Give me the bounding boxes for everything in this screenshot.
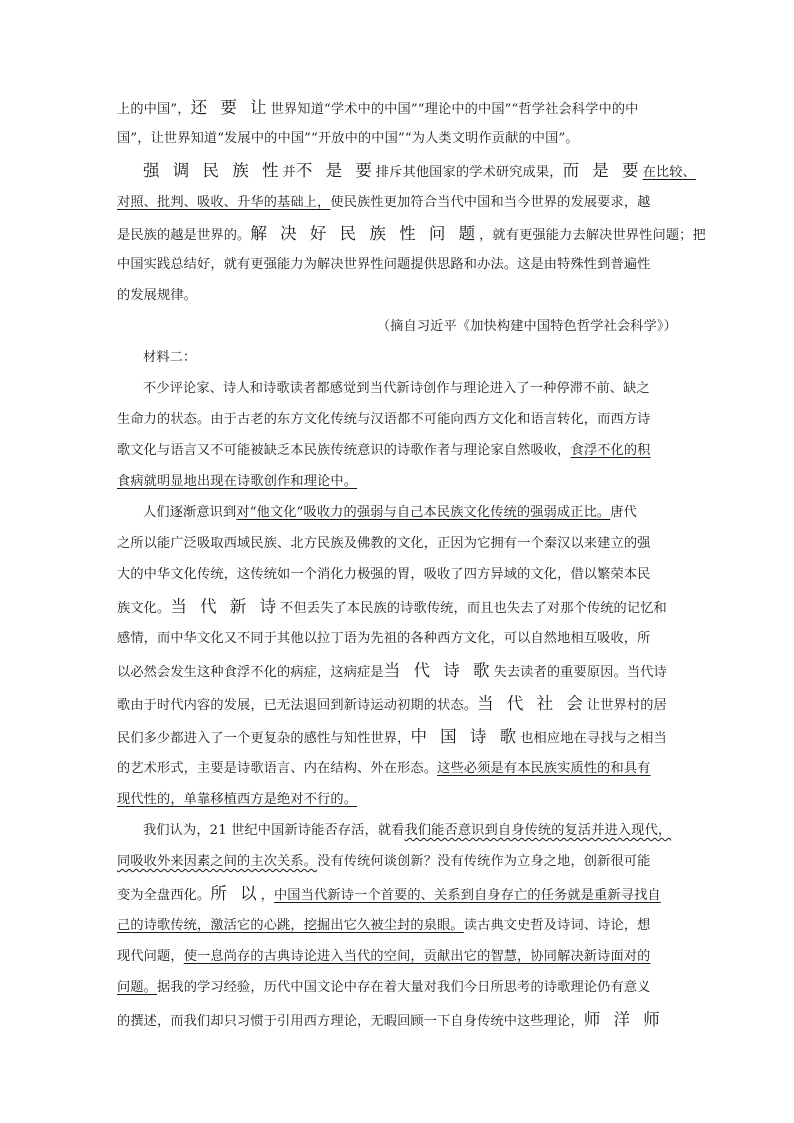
text-line (117, 846, 677, 877)
text-line (117, 404, 677, 435)
emphasis-text: 当 代 社 会 (477, 694, 587, 713)
text-line (117, 123, 677, 154)
emphasis-text: 所 以 (210, 884, 261, 903)
underlined-text: 对“他文化”吸收力的强弱与自己本民族文化传统的强弱成正比。 (236, 505, 611, 520)
text-line (117, 154, 696, 187)
text-segment: 唐代 (610, 505, 637, 520)
text-segment: 上的中国”， (117, 102, 191, 117)
text-line (117, 466, 677, 497)
text-segment: 民们多少都进入了一个更复杂的感性与知性世界， (117, 731, 411, 746)
text-segment: 也相应地在寻找与之相当 (520, 731, 667, 746)
text-line (117, 590, 677, 623)
document-body (117, 92, 706, 1036)
text-segment: ，就有更强能力去解决世界性问题；把 (479, 228, 706, 243)
text-line (117, 910, 677, 941)
text-segment: 中国实践总结好，就有更强能力为解决世界性问题提供思路和办法。这是由特殊性到普遍性 (117, 257, 651, 272)
underlined-text: 现代性的，单靠移植西方是绝对不行的。 (117, 792, 358, 807)
text-segment: 以必然会发生这种食浮不化的病症，这病症是 (117, 665, 384, 680)
emphasis-text: 还 要 让 (190, 98, 271, 117)
text-line (117, 280, 677, 311)
text-segment: 是民族的越是世界的。 (117, 228, 251, 243)
text-line (117, 654, 677, 687)
text-line (117, 92, 677, 123)
text-segment: 族文化。 (117, 601, 171, 616)
text-segment: 排斥其他国家的学术研究成果， (375, 165, 563, 180)
text-segment: 国”，让世界知道“发展中的中国”“开放中的中国”“为人类文明作贡献的中国”。 (117, 131, 579, 146)
emphasis-text: 当 代 新 诗 (170, 597, 281, 616)
text-line (117, 559, 677, 590)
underlined-text: 食浮不化的积 (570, 443, 651, 458)
text-segment: 歌文化与语言又不可能被缺乏本民族传统意识的诗歌作者与理论家自然吸收， (117, 443, 571, 458)
text-line (117, 753, 677, 784)
emphasis-text: 当 代 诗 歌 (383, 661, 494, 680)
text-segment: 之所以能广泛吸取西域民族、北方民族及佛教的文化，正因为它拥有一个秦汉以来建立的强 (117, 536, 651, 551)
underlined-text: 己的诗歌传统，激活它的心跳，挖掘出它久被尘封的泉眼。 (117, 918, 464, 933)
underlined-text: 我们能否意识到自身传统的复活并进入现代， (404, 823, 672, 838)
text-line (117, 249, 677, 280)
text-line (117, 877, 677, 910)
text-line (117, 941, 677, 972)
text-segment: 并 (282, 165, 296, 180)
underlined-text: 中国当代新诗一个首要的、关系到自身存亡的任务就是重新寻找自 (273, 888, 661, 903)
text-segment: 据我的学习经验，历代中国文论中存在着大量对我们今日所思考的诗歌理论仍有意义 (157, 980, 651, 995)
text-segment: 人们逐渐意识到 (143, 505, 237, 520)
text-segment: 世界知道“学术中的中国”“理论中的中国”“哲学社会科学中的中 (270, 102, 639, 117)
text-segment: 的艺术形式，主要是诗歌语言、内在结构、外在形态。 (117, 761, 438, 776)
text-segment: 使民族性更加符合当代中国和当今世界的发展要求，越 (330, 195, 651, 210)
text-line (117, 187, 677, 218)
text-line (117, 373, 677, 404)
text-line (117, 623, 677, 654)
text-line (117, 687, 677, 720)
text-line (117, 1003, 677, 1036)
text-segment: 失去读者的重要原因。当代诗 (493, 665, 667, 680)
text-segment: 不少评论家、诗人和诗歌读者都感觉到当代新诗创作与理论进入了一种停滞不前、缺之 (143, 381, 650, 396)
text-line (117, 342, 677, 373)
text-segment: 变为全盘西化。 (117, 888, 211, 903)
text-segment: 的撰述，而我们却只习惯于引用西方理论，无暇回顾一下自身传统中这些理论， (117, 1014, 584, 1029)
text-line (117, 815, 677, 846)
text-segment: 感情，而中华文化又不同于其他以拉丁语为先祖的各种西方文化，可以自然地相互吸收，所 (117, 631, 651, 646)
text-line (117, 497, 677, 528)
text-line (117, 720, 677, 753)
text-line (117, 784, 677, 815)
text-line (117, 972, 677, 1003)
underlined-text: 问题。 (117, 980, 158, 995)
text-segment: 的发展规律。 (117, 288, 198, 303)
text-line (117, 218, 706, 249)
text-segment: 现代问题， (117, 949, 184, 964)
underlined-text: 在比较、 (642, 165, 696, 180)
text-line (117, 435, 677, 466)
text-segment: 生命力的状态。由于古老的东方文化传统与汉语都不可能向西方文化和语言转化，而西方诗 (117, 412, 651, 427)
text-segment: 材料二： (143, 350, 197, 365)
emphasis-text: 师 洋 师 (583, 1010, 664, 1029)
emphasis-text: 而 是 要 (562, 161, 643, 180)
emphasis-text: 解 决 好 民 族 性 问 题 (250, 224, 480, 243)
text-segment: 不但丢失了本民族的诗歌传统，而且也失去了对那个传统的记忆和 (280, 601, 667, 616)
text-segment: 读古典文史哲及诗词、诗论，想 (463, 918, 651, 933)
underlined-text: 同吸收外来因素之间的主次关系。 (117, 854, 318, 869)
text-segment: 没有传统何谈创新？没有传统作为立身之地，创新很可能 (317, 854, 651, 869)
underlined-text: 对照、批判、吸收、升华的基础上， (117, 195, 331, 210)
underlined-text: 食病就明显地出现在诗歌创作和理论中。 (117, 474, 358, 489)
emphasis-text: 强 调 民 族 性 (143, 161, 283, 180)
text-segment: ， (260, 888, 274, 903)
emphasis-text: 中 国 诗 歌 (410, 727, 521, 746)
text-segment: 歌由于时代内容的发展，已无法退回到新诗运动初期的状态。 (117, 698, 478, 713)
underlined-text: 使一息尚存的古典诗论进入当代的空间，贡献出它的智慧，协同解决新诗面对的 (183, 949, 651, 964)
text-segment: （摘自习近平《加快构建中国特色哲学社会科学》） (376, 319, 677, 334)
text-segment: 让世界村的居 (586, 698, 667, 713)
emphasis-text: 不 是 要 (295, 161, 376, 180)
text-segment: 我们认为，21 世纪中国新诗能否存活，就看 (143, 823, 405, 838)
text-line (117, 311, 677, 342)
underlined-text: 这些必须是有本民族实质性的和具有 (437, 761, 651, 776)
text-line (117, 528, 677, 559)
text-segment: 大的中华文化传统，这传统如一个消化力极强的胃，吸收了四方异域的文化，借以繁荣本民 (117, 567, 651, 582)
